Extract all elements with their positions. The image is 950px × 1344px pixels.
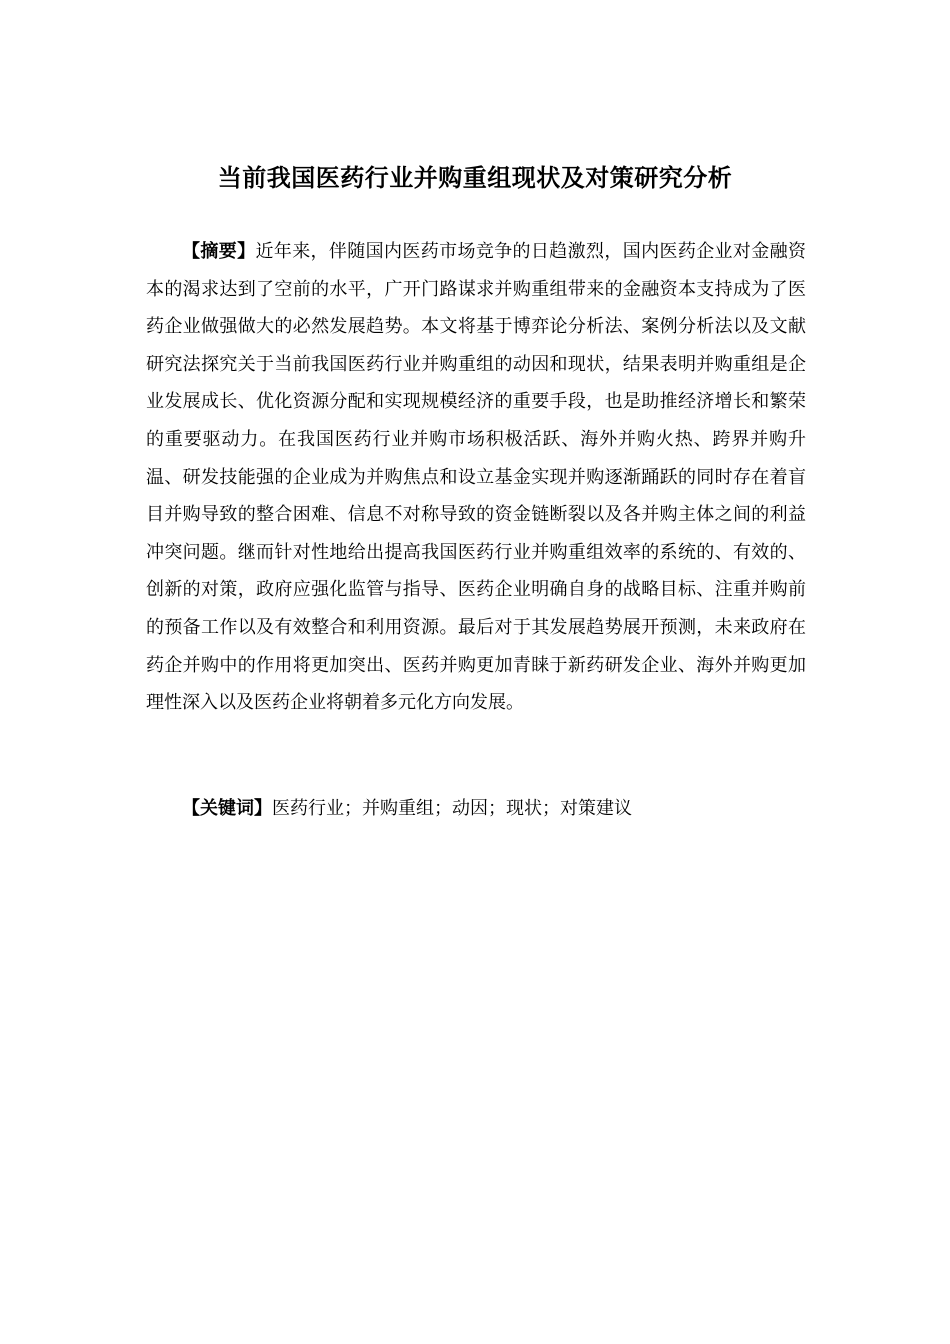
- keywords-text: 医药行业；并购重组；动因；现状；对策建议: [272, 798, 632, 819]
- document-title: 当前我国医药行业并购重组现状及对策研究分析: [217, 164, 733, 192]
- keywords-label: 【关键词】: [182, 798, 272, 819]
- abstract-label: 【摘要】: [182, 241, 256, 262]
- abstract-text: 近年来，伴随国内医药市场竞争的日趋激烈，国内医药企业对金融资本的渴求达到了空前的水平，广开门路谋求并购重组带来的金融资本支持成为了医药企业做强做大的必然发展趋势。本文将基于博弈论分析法、案例分析法以及文献研究法探究关于当前我国医药行业并购重组的动因和现状，结果表明并购重组是企业发展成长、优化资源分配和实现规模经济的重要手段，也是助推经济增长和繁荣的重要驱动力。在我国医药行业并购市场积极活跃、海外并购火热、跨界并购升温、研发技能强的企业成为并购焦点和设立基金实现并购逐渐踊跃的同时存在着盲目并购导致的整合困难、信息不对称导致的资金链断裂以及各并购主体之间的利益冲突问题。继而针对性地给出提高我国医药行业并购重组效率的系统的、有效的、创新的对策，政府应强化监管与指导、医药企业明确自身的战略目标、注重并购前的预备工作以及有效整合和利用资源。最后对于其发展趋势展开预测，未来政府在药企并购中的作用将更加突出、医药并购更加青睐于新药研发企业、海外并购更加理性深入以及医药企业将朝着多元化方向发展。: [146, 241, 807, 714]
- keywords-paragraph: [146, 790, 806, 828]
- abstract-paragraph: [146, 233, 806, 722]
